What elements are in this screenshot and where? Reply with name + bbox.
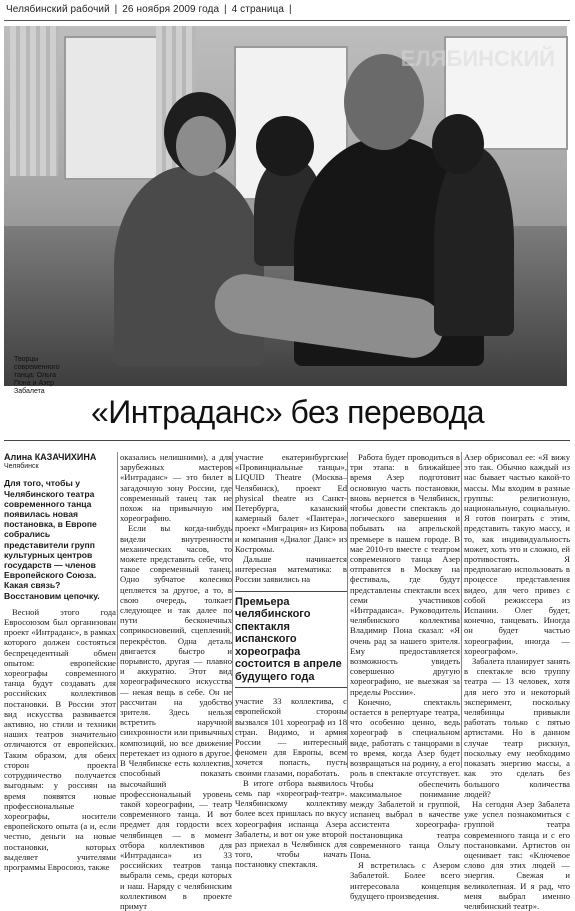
paragraph: В итоге отбора выявилось семь пар «хореограф-театр». Челябинскому коллективу более всех пришлась по вкусу хореография испанца Азера Забалеты, и вот он уже второй раз приехал в Челябинск для того, чтобы начать постановку спектакля. xyxy=(235,777,347,870)
paragraph: Дальше начинается интересная математика: в России заявились на xyxy=(235,554,347,585)
paragraph: Забалета планирует занять в спектакле всю труппу театра — 13 человек, хотя для него это и некоторый эксперимент, поскольку челябинцы привыкли работать только с пятью артистами. Но в данном случае театр рискнул, поскольку ему необходимо показать энергию массы, а как это сделать без большого количества людей? xyxy=(464,656,570,799)
paragraph: Если вы когда-нибудь видели внутренности механических часов, то можете представить себе, что такое современный танец. Одно зубчатое колесико цепляется за другое, а то, в свою очередь, толкает следующее и так далее по пути бесконечных соприкосновений, сцеплений, перекрёстов. Одна деталь двигается быстро и порывисто, другая — плавно и аккуратно. Этот вид хореографического искусства — некая вещь в себе. Он не рассчитан на удобство зрителя. Здесь нельзя встретить наручной синхронности или привычных композиций, но все движение перетекает из одного в другое. В Челябинске есть коллектив, способный показать высочайший профессиональный уровень такой хореографии, — театр современного танца. И вот предмет для гордости всех челябинцев — в момент отбора коллективов для «Интраданса» из 33 российских театров танца выбрали семь, среди которых и наш. Наряду с челябинским коллективом в проекте примут xyxy=(120,523,232,911)
paragraph: участие екатеринбургские «Провинциальные танцы», LIQUID Theatre (Москва–Челябинск), проект Ed physical theatre из Санкт-Петербурга, казанский камерный балет «Пантера», проект «Миграция» из Кирова и компания «Диалог Данс» из Костромы. xyxy=(235,452,347,554)
article-column-5 xyxy=(464,452,570,911)
paragraph: Работа будет проводиться в три этапа: в ближайшее время Азер подготовит основную часть постановки, вновь вернется в Челябинск, чтобы довести спектакль до логического завершения и побывать на апрельской премьере в нашем городе. В мае 2010-го вместе с театром современного танца Азер отправится в Москву на фестиваль, где будут представлены спектакли всех семи участников «Интраданса». Руководитель челябинского коллектива Владимир Пона сказал: «Я очень рад за нашего зрителя. Ему предоставляется возможность увидеть совершенно другую хореографию, не выезжая за пределы России». xyxy=(350,452,460,697)
article-headline: «Интраданс» без перевода xyxy=(90,394,485,430)
article-subheading: Премьера челябинского спектакля испанского хореографа состоится в апреле будущего года xyxy=(235,591,347,689)
article-photo xyxy=(4,26,567,395)
page-header: Челябинский рабочий | 26 ноября 2009 года | 4 страница | xyxy=(6,4,292,15)
photo-watermark: ЕЛЯБИНСКИЙ xyxy=(400,46,555,71)
article-column-4 xyxy=(350,452,460,901)
column-divider xyxy=(461,452,462,768)
woman-figure xyxy=(114,166,264,366)
author-name: Алина КАЗАЧИХИНА xyxy=(4,452,97,462)
column-divider xyxy=(347,452,348,768)
paragraph: Азер обрисовал ее: «Я вижу это так. Обычно каждый из нас бывает частью какой-то массы. Мы входим в разные группы: религиозную, национальную, социальную. Я готов поиграть с этим, представить такую массу, и то, как индивидуальность может, хоть это и сложно, ей противостоять. Я предполагаю использовать в процессе представления видео, для чего привез с собой режиссера из Испании. Олег будет, конечно, танцевать. Иногда он будет частью хореографии, иногда — хореографом». xyxy=(464,452,570,656)
paragraph: Конечно, спектакль остается в репертуаре театра, что особенно ценно, ведь хореограф в специальном виде, работать с танцорами в то время, когда Азер будет возвращаться на родину, а его роль в спектакле отсутствует. Чтобы обеспечить максимальное понимание между Забалетой и группой, испанец выбрал в качестве ассистента хореографа-постановщика театра современного танца Ольгу Пона. xyxy=(350,696,460,860)
woman-face xyxy=(176,116,226,176)
photo-caption: Творцы современного танца: Ольга Пона и Азер Забалета xyxy=(14,356,60,395)
article-column-1 xyxy=(4,452,116,872)
column-divider xyxy=(232,452,233,768)
issue-date: 26 ноября 2009 года xyxy=(122,4,220,15)
reflection-head xyxy=(432,114,484,174)
page-number: 4 страница xyxy=(231,4,285,15)
reflection-figure xyxy=(434,146,514,336)
paragraph: Весной этого года Евросоюзом был организован проект «Интраданс», в рамках которого должен состояться беспрецедентный обмен опытом: европейские хореографы современного танца будут создавать для российских коллективов постановки. В России этот вид искусства развивается активно, но стили и техники наших театров значительно отличаются от европейских. Таким образом, для обеих сторон проекта сотрудничество получается выгодным: у россиян на время появятся новые профессиональные хореографы, носители европейского опыта (а и, если честно, деньги на новые постановки, которых выделяет учителями программы Евросоюз, также xyxy=(4,606,116,872)
article-column-3 xyxy=(235,452,347,870)
header-divider xyxy=(4,20,570,21)
article-lead: Для того, чтобы у Челябинского театра современного танца появилась новая постановка, в Европе собрались представители групп культурных центров государств — членов Европейского Союза. Какая связь? Восстановим цепочку. xyxy=(4,478,100,601)
paragraph: участие 33 коллектива, с европейской стороны вызвался 101 хореограф из 18 стран. Видимо, и армия России — интересный феномен для Европы, всем хочется попасть, пусть своими глазами, поработать. xyxy=(235,696,347,778)
author-city: Челябинск xyxy=(4,463,39,471)
window-left xyxy=(64,36,158,180)
column-divider xyxy=(117,452,118,768)
paragraph: оказались нелишними), а для зарубежных мастеров «Интраданс» — это билет в загадочную зону России, где современный танец так не похож на привычную им хореографию. xyxy=(120,452,232,524)
article-column-2 xyxy=(120,452,232,911)
headline-divider xyxy=(4,440,570,441)
paragraph: Я встретилась с Азером Забалетой. Более всего интересовала концепция будущего произведения. xyxy=(350,860,460,901)
curtain-left xyxy=(10,26,58,176)
paragraph: На сегодня Азер Забалета уже успел познакомиться с группой театра современного танца и с его постановками. Артистов он оценивает так: «Ключевое слово для этих людей — энергия. Свежая и великолепная. И я рад, что меня выбрал именно челябинский театр». xyxy=(464,798,570,911)
newspaper-name: Челябинский рабочий xyxy=(6,4,110,15)
background-head xyxy=(256,116,314,176)
